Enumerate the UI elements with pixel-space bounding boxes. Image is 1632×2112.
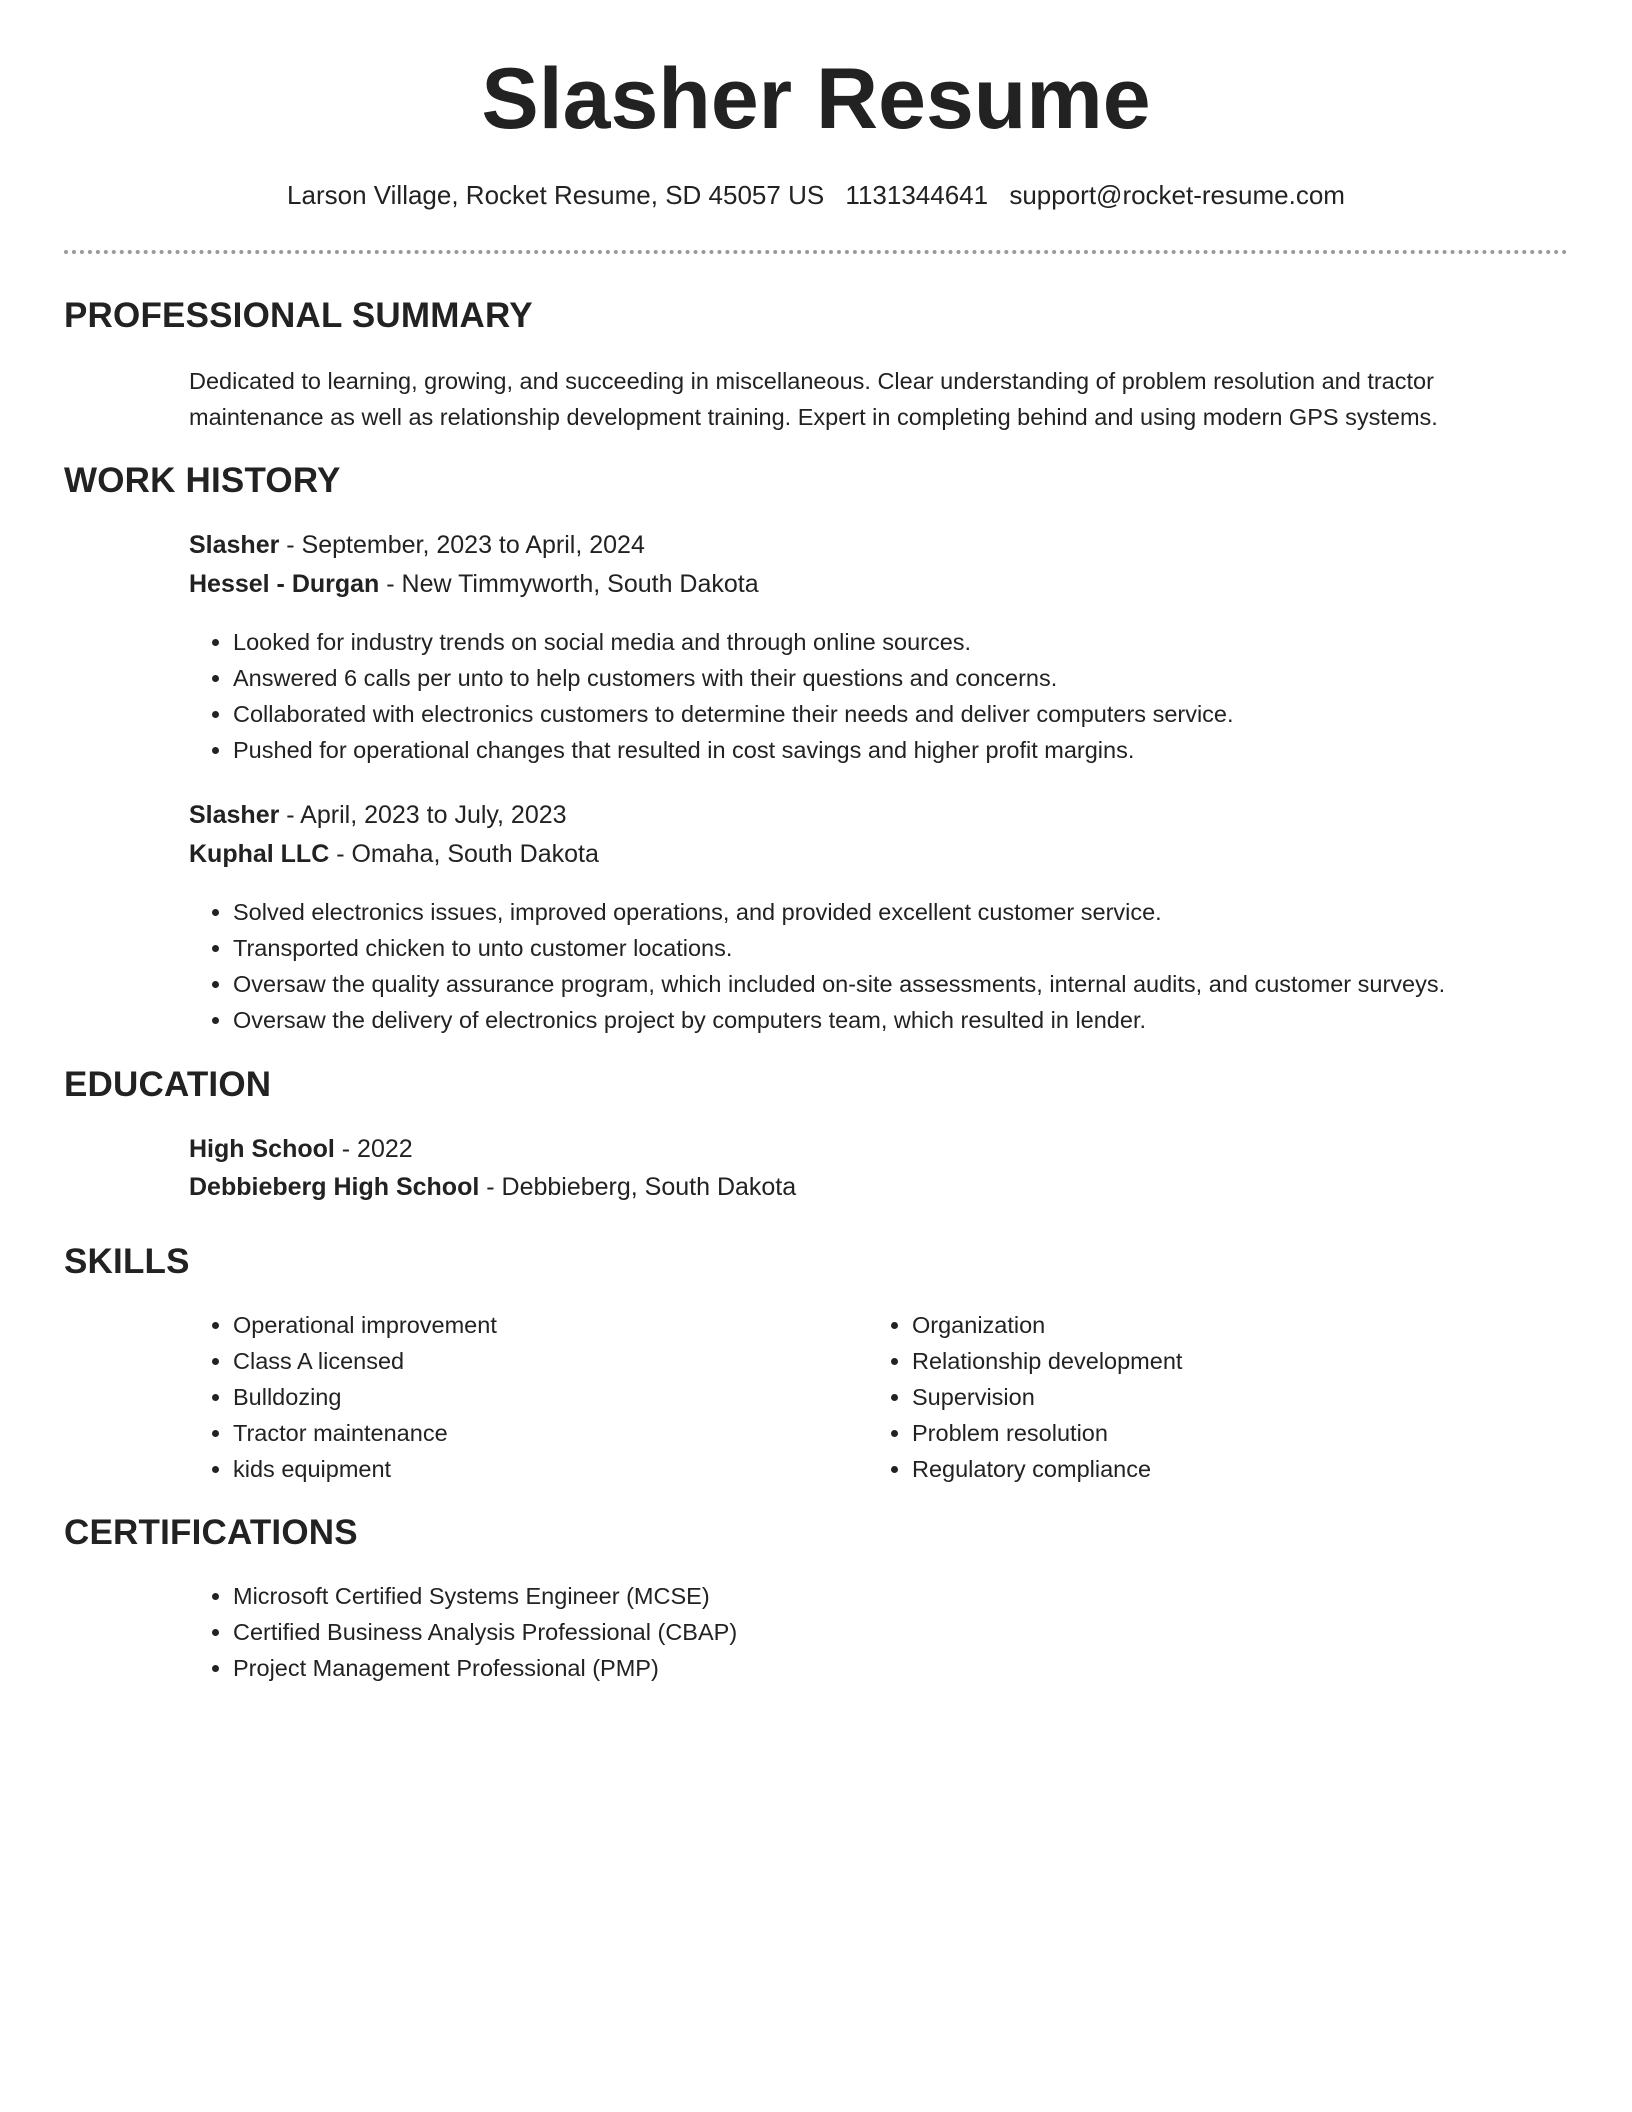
- resume-title: Slasher Resume: [481, 51, 1151, 147]
- contact-line: [0, 180, 1632, 211]
- job-2-company-line: [189, 840, 599, 869]
- education-heading: EDUCATION: [64, 1065, 272, 1104]
- certifications-heading: CERTIFICATIONS: [64, 1513, 358, 1552]
- list-item: • Supervision: [912, 1379, 1182, 1415]
- job-2-company: Kuphal LLC: [189, 840, 330, 868]
- list-item: • Collaborated with electronics customers to determine their needs and deliver computers service.: [233, 696, 1234, 732]
- header-divider: [64, 250, 1568, 254]
- list-item: • Pushed for operational changes that resulted in cost savings and higher profit margins.: [233, 732, 1234, 768]
- list-item: • Class A licensed: [233, 1343, 497, 1379]
- list-item: • Transported chicken to unto customer locations.: [233, 930, 1445, 966]
- job-2-title-line: [189, 801, 567, 830]
- list-item: • Certified Business Analysis Professional (CBAP): [233, 1614, 737, 1650]
- contact-address: Larson Village, Rocket Resume, SD 45057 US: [287, 180, 825, 210]
- list-item: • Solved electronics issues, improved operations, and provided excellent customer service.: [233, 894, 1445, 930]
- job-2-dates: - April, 2023 to July, 2023: [279, 801, 567, 829]
- job-1-company-line: [189, 570, 759, 599]
- list-item: • Oversaw the quality assurance program, which included on-site assessments, internal audits, and customer surveys.: [233, 966, 1445, 1002]
- list-item: • Microsoft Certified Systems Engineer (MCSE): [233, 1578, 737, 1614]
- skills-heading: SKILLS: [64, 1242, 190, 1281]
- job-2-title: Slasher: [189, 801, 280, 829]
- list-item: • Relationship development: [912, 1343, 1182, 1379]
- job-2-bullets: [189, 894, 1445, 1038]
- education-year: - 2022: [334, 1135, 413, 1163]
- education-school: Debbieberg High School: [189, 1173, 480, 1201]
- list-item: • Tractor maintenance: [233, 1415, 497, 1451]
- list-item: • Looked for industry trends on social media and through online sources.: [233, 624, 1234, 660]
- work-history-heading: WORK HISTORY: [64, 461, 341, 500]
- job-2-location: - Omaha, South Dakota: [329, 840, 599, 868]
- job-1-title: Slasher: [189, 531, 280, 559]
- list-item: • Operational improvement: [233, 1307, 497, 1343]
- education-school-line: [189, 1173, 796, 1202]
- list-item: • Organization: [912, 1307, 1182, 1343]
- education-location: - Debbieberg, South Dakota: [479, 1173, 797, 1201]
- contact-email: support@rocket-resume.com: [1009, 180, 1345, 210]
- job-1-title-line: [189, 531, 645, 560]
- contact-phone: 1131344641: [845, 180, 989, 210]
- job-1-company: Hessel - Durgan: [189, 570, 380, 598]
- skills-list-left: [189, 1307, 497, 1487]
- education-degree-line: [189, 1135, 413, 1164]
- list-item: • Bulldozing: [233, 1379, 497, 1415]
- summary-heading: PROFESSIONAL SUMMARY: [64, 296, 533, 335]
- education-degree: High School: [189, 1135, 335, 1163]
- summary-text: Dedicated to learning, growing, and succeeding in miscellaneous. Clear understanding of problem resolution and tractor maintenance as well as relationship development training. Expert in completing behind and using modern GPS systems.: [189, 368, 1438, 430]
- job-1-dates: - September, 2023 to April, 2024: [279, 531, 645, 559]
- list-item: • kids equipment: [233, 1451, 497, 1487]
- list-item: • Project Management Professional (PMP): [233, 1650, 737, 1686]
- certifications-list: [189, 1578, 737, 1686]
- list-item: • Answered 6 calls per unto to help customers with their questions and concerns.: [233, 660, 1234, 696]
- skills-list-right: [868, 1307, 1182, 1487]
- list-item: • Problem resolution: [912, 1415, 1182, 1451]
- job-1-location: - New Timmyworth, South Dakota: [379, 570, 759, 598]
- job-1-bullets: [189, 624, 1234, 768]
- list-item: • Oversaw the delivery of electronics project by computers team, which resulted in lender.: [233, 1002, 1445, 1038]
- list-item: • Regulatory compliance: [912, 1451, 1182, 1487]
